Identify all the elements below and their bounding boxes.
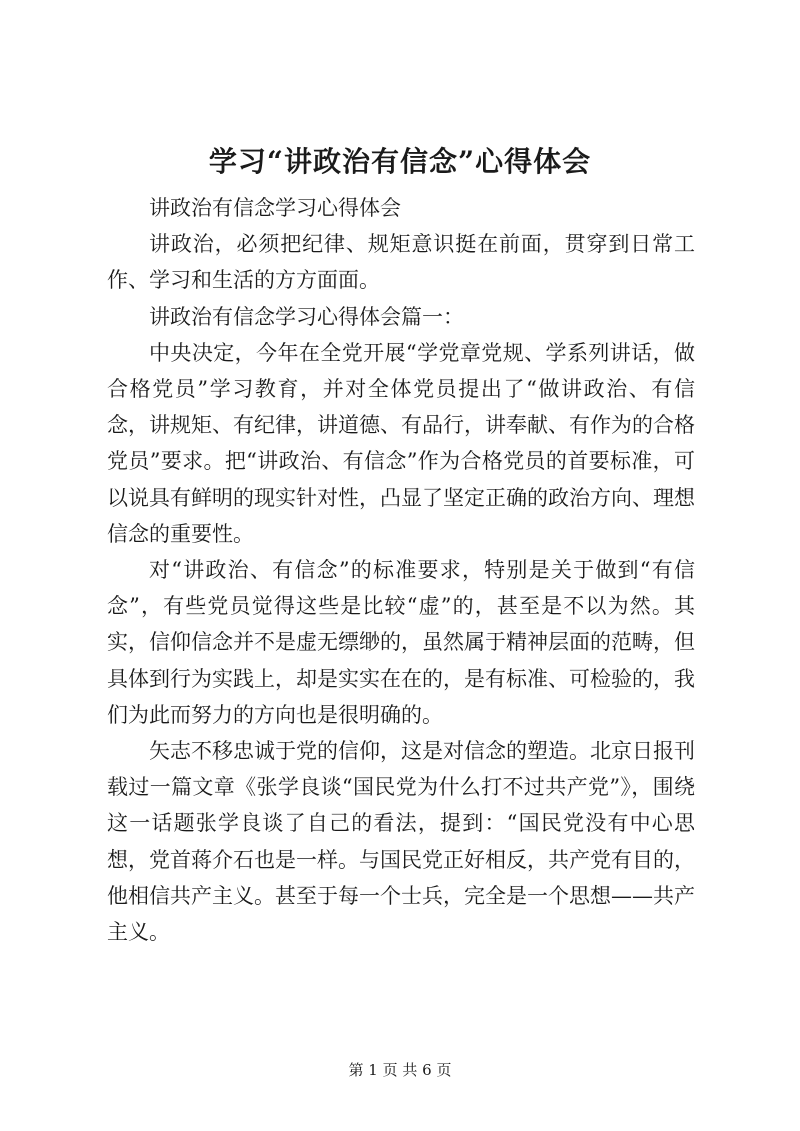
paragraph-body: 中央决定，今年在全党开展“学党章党规、学系列讲话，做合格党员”学习教育，并对全体党员提出了“做讲政治、有信念，讲规矩、有纪律，讲道德、有品行，讲奉献、有作为的合格党员”要求。把“讲政治、有信念”作为合格党员的首要标准，可以说具有鲜明的现实针对性，凸显了坚定正确的政治方向、理想信念的重要性。 <box>107 340 695 546</box>
paragraph-body: 对“讲政治、有信念”的标准要求，特别是关于做到“有信念”，有些党员觉得这些是比较“虚”的，甚至是不以为然。其实，信仰信念并不是虚无缥缈的，虽然属于精神层面的范畴，但具体到行为实践上，却是实实在在的，是有标准、可检验的，我们为此而努力的方向也是很明确的。 <box>107 558 695 727</box>
paragraph-subtitle: 讲政治有信念学习心得体会 <box>149 196 401 220</box>
document-title: 学习“讲政治有信念”心得体会 <box>208 145 592 178</box>
paragraph-body: 矢志不移忠诚于党的信仰，这是对信念的塑造。北京日报刊载过一篇文章《张学良谈“国民党为什么打不过共产党”》，围绕这一话题张学良谈了自己的看法，提到：“国民党没有中心思想，党首蒋介石也是一样。与国民党正好相反，共产党有目的，他相信共产主义。甚至于每一个士兵，完全是一个思想——共产主义。 <box>107 739 695 945</box>
paragraph-section-heading: 讲政治有信念学习心得体会篇一： <box>149 304 464 329</box>
document-body <box>107 190 695 950</box>
page-footer: 第 1 页 共 6 页 <box>348 1061 452 1079</box>
paragraph-intro: 讲政治，必须把纪律、规矩意识挺在前面，贯穿到日常工作、学习和生活的方方面面。 <box>107 232 695 293</box>
